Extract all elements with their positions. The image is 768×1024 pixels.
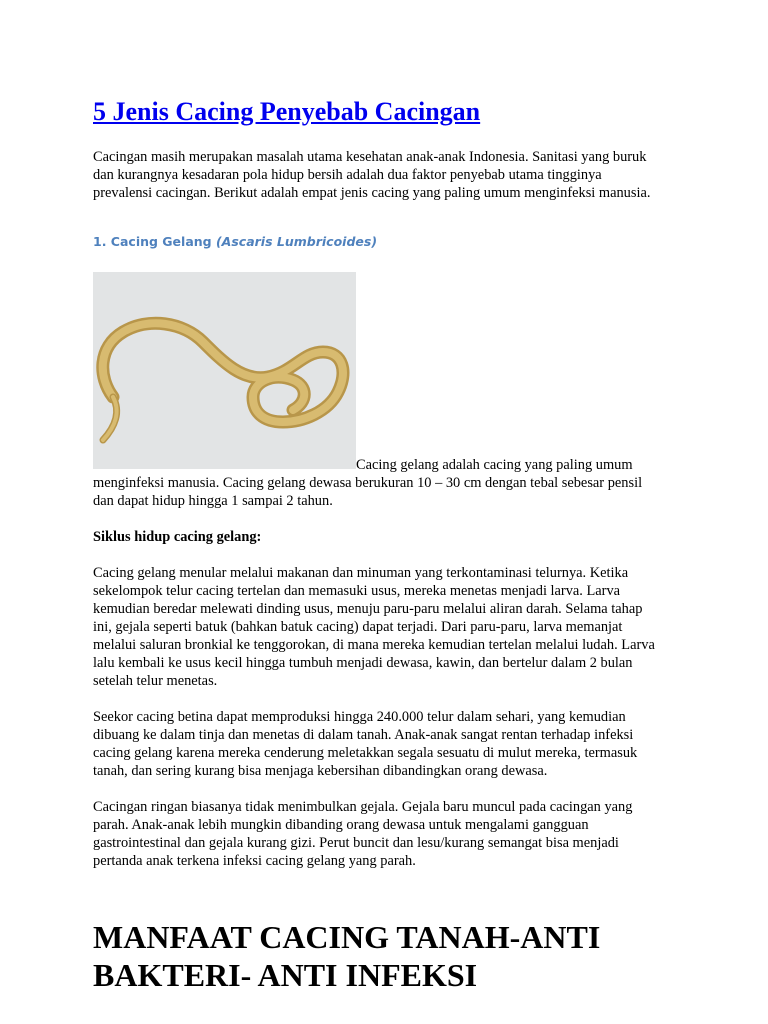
intro-paragraph: Cacingan masih merupakan masalah utama kesehatan anak-anak Indonesia. Sanitasi yang buruk dan kurangnya kesadaran pola hidup bersih adalah dua faktor penyebab utama tingginya prevalensi cacingan. Berikut adalah empat jenis cacing yang paling umum menginfeksi manusia. — [93, 149, 651, 201]
section-heading — [93, 234, 377, 249]
lifecycle-paragraph-2: Seekor cacing betina dapat memproduksi hingga 240.000 telur dalam sehari, yang kemudian dibuang ke dalam tinja dan menetas di dalam tanah. Anak-anak sangat rentan terhadap infeksi cacing gelang karena mereka cenderung meletakkan segala sesuatu di mulut mereka, termasuk tanah, dan sering kurang bisa menjaga kebersihan dibandingkan orang dewasa. — [93, 709, 638, 779]
article-title-link[interactable]: 5 Jenis Cacing Penyebab Cacingan — [93, 97, 481, 126]
worm-illustration — [93, 272, 356, 469]
article — [93, 92, 693, 993]
lifecycle-paragraph-3: Cacingan ringan biasanya tidak menimbulkan gejala. Gejala baru muncul pada cacingan yang parah. Anak-anak lebih mungkin dibanding orang dewasa untuk mengalami gangguan gastrointestinal dan gejala kurang gizi. Perut buncit dan lesu/kurang semangat bisa menjadi pertanda anak terkena infeksi cacing gelang yang parah. — [93, 799, 633, 869]
image-caption-continued: menginfeksi manusia. Cacing gelang dewasa berukuran 10 – 30 cm dengan tebal sebesar pensil dan dapat hidup hingga 1 sampai 2 tahun. — [93, 475, 643, 509]
lifecycle-paragraph-1: Cacing gelang menular melalui makanan dan minuman yang terkontaminasi telurnya. Ketika sekelompok telur cacing tertelan dan memasuki usus, mereka menetas menjadi larva. Larva kemudian beredar melewati dinding usus, menuju paru-paru melalui aliran darah. Selama tahap ini, gejala seperti batuk (bahkan batuk cacing) dapat terjadi. Dari paru-paru, larva memanjat melalui saluran bronkial ke tenggorokan, di mana mereka kemudian tertelan melalui ludah. Larva lalu kembali ke usus kecil hingga tumbuh menjadi dewasa, kawin, dan bertelur dalam 2 bulan setelah telur menetas. — [93, 565, 655, 689]
lifecycle-heading: Siklus hidup cacing gelang: — [93, 529, 262, 545]
section-heading-name: 1. Cacing Gelang — [93, 234, 216, 249]
image-caption-inline: Cacing gelang adalah cacing yang paling umum — [356, 457, 633, 473]
section-heading-latin: (Ascaris Lumbricoides) — [215, 234, 378, 249]
roundworm-image — [93, 272, 356, 469]
big-heading: MANFAAT CACING TANAH-ANTI BAKTERI- ANTI INFEKSI — [93, 919, 601, 993]
